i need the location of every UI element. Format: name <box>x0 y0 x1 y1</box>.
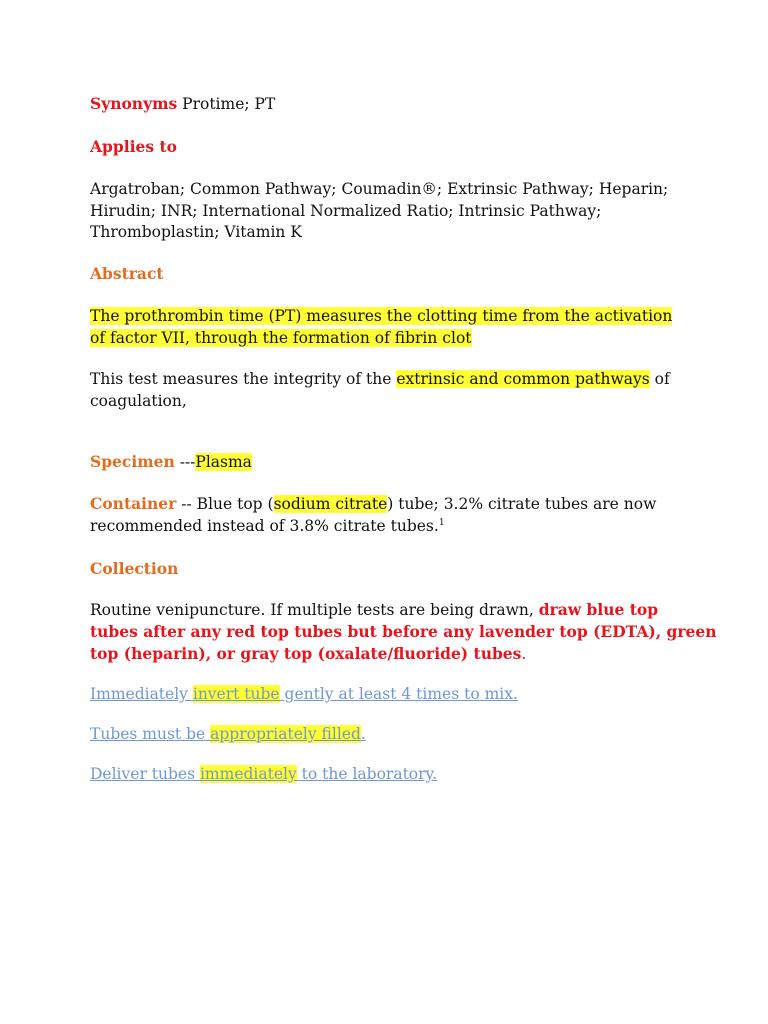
instruction-deliver-tubes[interactable] <box>90 763 437 785</box>
collection-line-1 <box>90 599 658 621</box>
instruction-invert-tube[interactable] <box>90 683 518 705</box>
instruction-3-text-b: to the laboratory. <box>296 765 438 783</box>
container-line-1 <box>90 493 656 515</box>
applies-to-line-1: Argatroban; Common Pathway; Coumadin®; Extrinsic Pathway; Heparin; <box>90 180 669 198</box>
synonyms-label: Synonyms <box>90 94 178 113</box>
specimen-dashes: --- <box>174 453 196 471</box>
footnote-marker: 1 <box>438 517 445 528</box>
container-label: Container <box>90 494 177 513</box>
specimen-line <box>90 451 252 473</box>
container-line-2 <box>90 515 445 537</box>
instruction-fill-tubes[interactable] <box>90 723 366 745</box>
container-text-b: ) tube; 3.2% citrate tubes are now <box>387 495 657 513</box>
container-line-2-text: recommended instead of 3.8% citrate tubes. <box>90 517 439 535</box>
applies-to-heading: Applies to <box>90 137 177 156</box>
collection-text-a: Routine venipuncture. If multiple tests are being drawn, <box>90 601 539 619</box>
abstract-p2-text-a: This test measures the integrity of the <box>90 370 397 388</box>
instruction-1-text-a: Immediately <box>90 685 193 703</box>
applies-to-line-3: Thromboplastin; Vitamin K <box>90 223 302 241</box>
instruction-2-text-a: Tubes must be <box>90 725 211 743</box>
abstract-paragraph-2-line-2: coagulation, <box>90 392 187 410</box>
container-text-a: -- Blue top ( <box>176 495 274 513</box>
instruction-3-text-a: Deliver tubes <box>90 765 200 783</box>
container-highlight: sodium citrate <box>273 495 388 513</box>
collection-period: . <box>521 645 527 663</box>
collection-red-3: top (heparin), or gray top (oxalate/fluoride) tubes <box>90 644 522 663</box>
synonyms-value: Protime; PT <box>177 95 276 113</box>
abstract-highlight-1: The prothrombin time (PT) measures the clotting time from the activation <box>90 307 673 325</box>
collection-line-2: tubes after any red top tubes but before any lavender top (EDTA), green <box>90 622 717 641</box>
abstract-highlight-2: of factor VII, through the formation of fibrin clot <box>90 329 472 347</box>
abstract-line-2 <box>90 327 472 349</box>
synonyms-line <box>90 93 275 115</box>
abstract-heading: Abstract <box>90 264 164 283</box>
collection-line-3 <box>90 643 526 665</box>
specimen-label: Specimen <box>90 452 175 471</box>
collection-heading: Collection <box>90 559 179 578</box>
instruction-2-highlight: appropriately filled <box>210 725 361 743</box>
collection-red-1: draw blue top <box>538 600 659 619</box>
abstract-paragraph-2-line-1 <box>90 368 670 390</box>
instruction-1-text-b: gently at least 4 times to mix. <box>279 685 518 703</box>
abstract-line-1 <box>90 305 672 327</box>
instruction-1-highlight: invert tube <box>192 685 280 703</box>
abstract-p2-text-b: of <box>649 370 670 388</box>
abstract-p2-highlight: extrinsic and common pathways <box>396 370 650 388</box>
instruction-2-text-b: . <box>360 725 366 743</box>
applies-to-line-2: Hirudin; INR; International Normalized Ratio; Intrinsic Pathway; <box>90 202 602 220</box>
specimen-value: Plasma <box>195 453 252 471</box>
instruction-3-highlight: immediately <box>199 765 297 783</box>
